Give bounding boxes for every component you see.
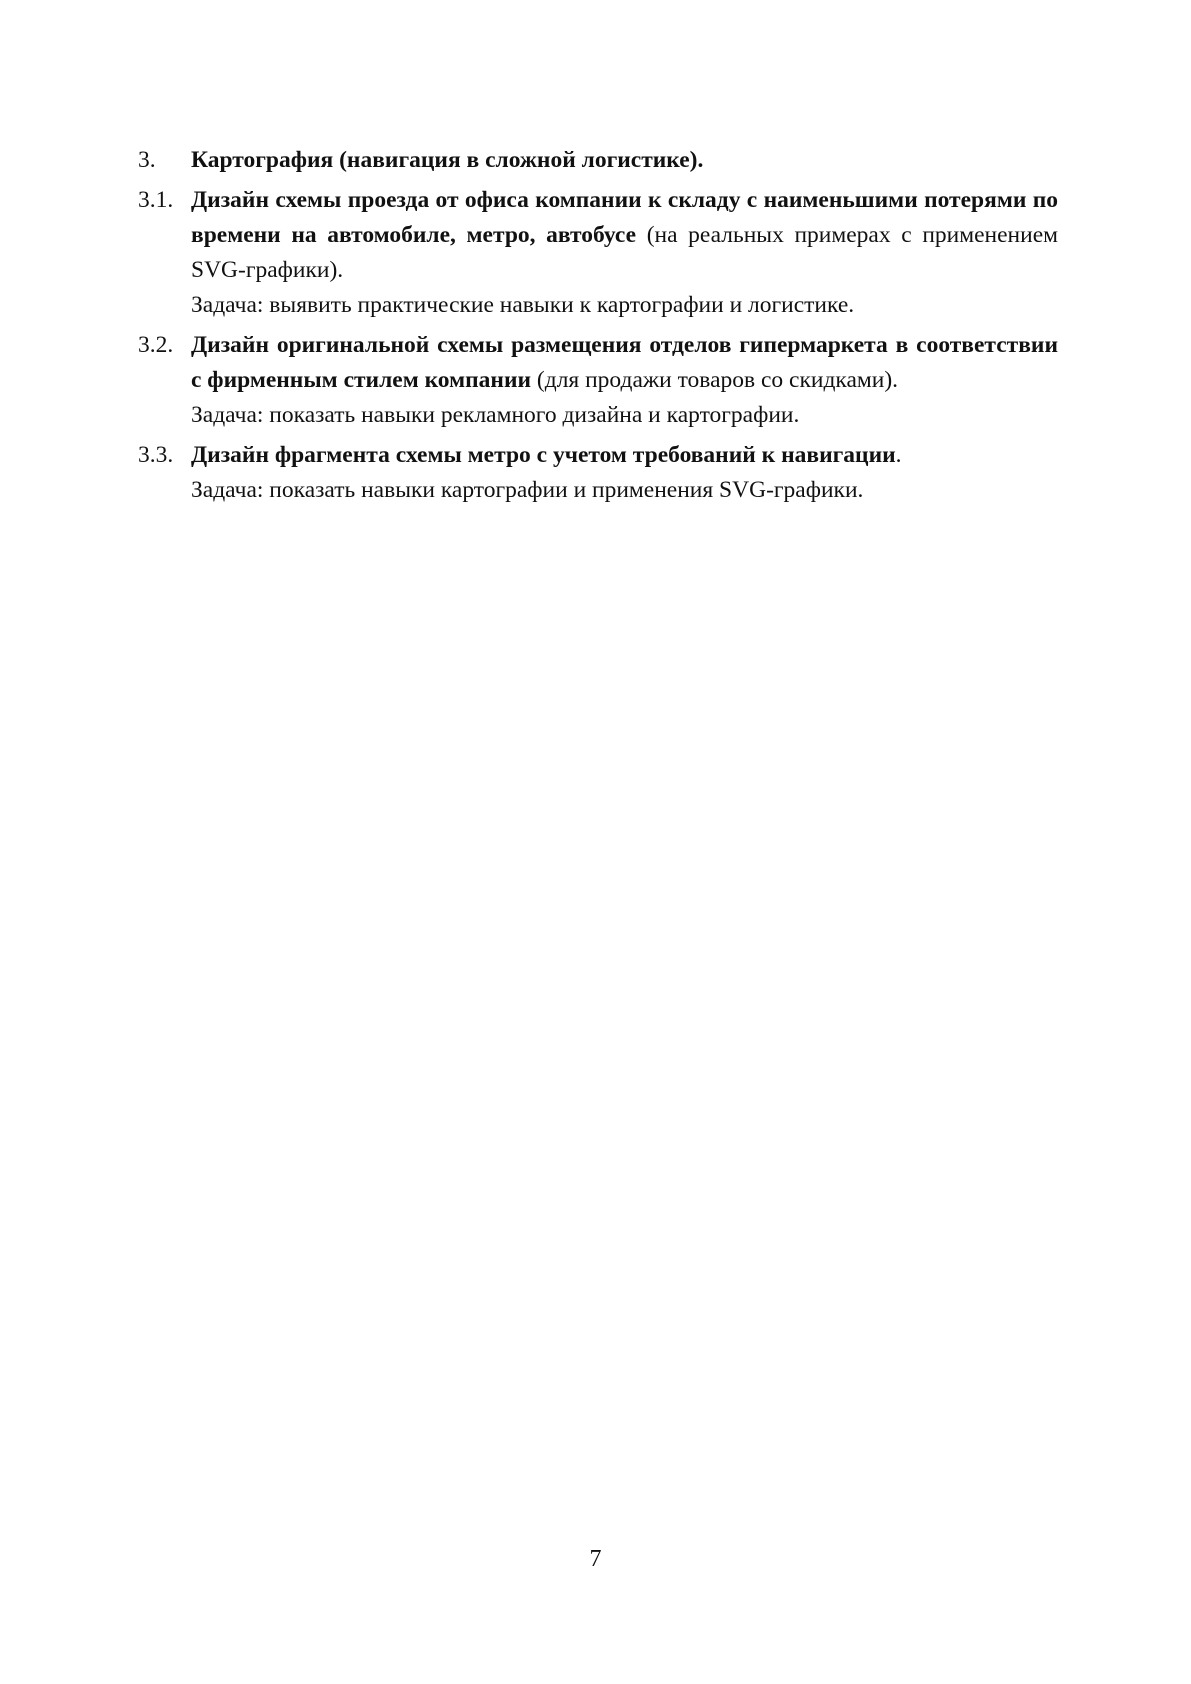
page-number: 7 (589, 1546, 602, 1572)
section-task: Задача: показать навыки картографии и применения SVG-графики. (191, 477, 864, 503)
section-title: Дизайн схемы проезда от офиса компании к складу с наименьшими потерями по времени на автомобиле, метро, автобусе (191, 187, 1058, 248)
section-heading (191, 183, 1058, 288)
section-number: 3.1. (138, 187, 174, 213)
section-heading (191, 143, 1058, 178)
section-title: Картография (навигация в сложной логистике). (191, 147, 704, 173)
section-number: 3.3. (138, 442, 174, 468)
section-3-2 (138, 328, 1058, 433)
section-heading (191, 328, 1058, 398)
section-heading (191, 438, 1058, 473)
section-3-3 (138, 438, 1058, 508)
section-number: 3.2. (138, 332, 174, 358)
section-title-suffix: . (895, 442, 902, 468)
section-3-1 (138, 183, 1058, 323)
section-3 (138, 143, 1058, 178)
section-title-suffix: (на реальных примерах с применением SVG-графики). (191, 222, 1059, 283)
section-title: Дизайн фрагмента схемы метро с учетом требований к навигации (191, 442, 896, 468)
section-task: Задача: показать навыки рекламного дизайна и картографии. (191, 402, 800, 428)
section-number: 3. (138, 147, 156, 173)
section-title: Дизайн оригинальной схемы размещения отделов гипермаркета в соответствии с фирменным стилем компании (191, 332, 1058, 393)
section-task: Задача: выявить практические навыки к картографии и логистике. (191, 292, 855, 318)
section-title-suffix: (для продажи товаров со скидками). (531, 367, 899, 393)
document-body (138, 143, 1058, 508)
